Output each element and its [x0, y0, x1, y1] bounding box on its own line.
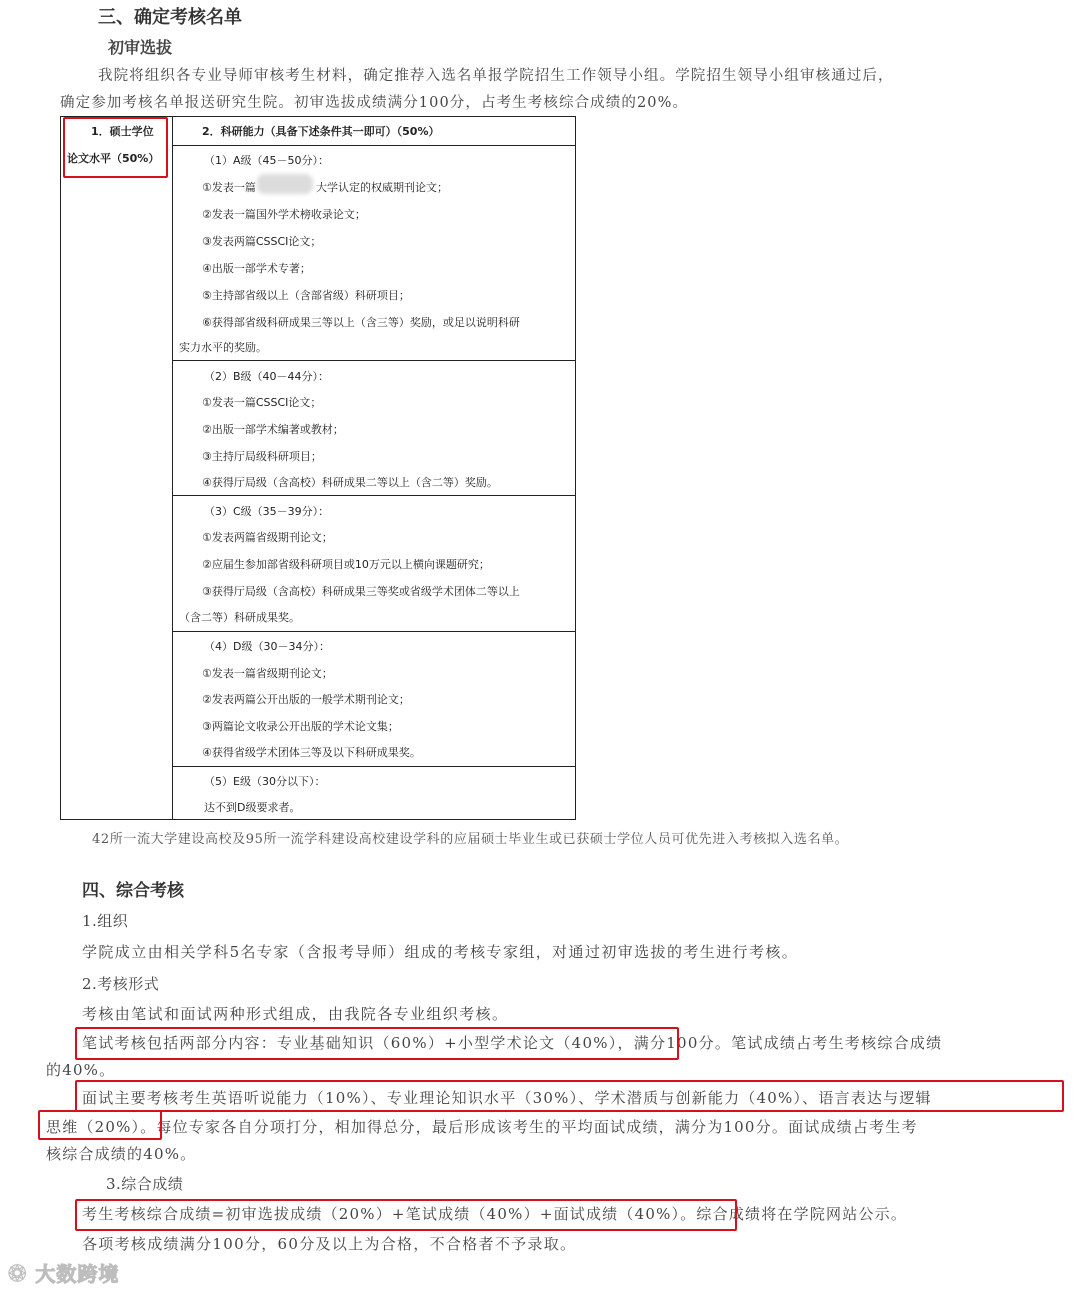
interview-text: 思维（20%）。每位专家各自分项打分，相加得总分，最后形成该考生的平均面试成绩，满分为100分。面试成绩占考生考 [46, 1118, 918, 1136]
level-item: （含二等）科研成果奖。 [179, 611, 300, 624]
level-title: （3）C级（35－39分）： [204, 505, 330, 518]
highlight-box [38, 1110, 162, 1140]
written-exam-text: 笔试考核包括两部分内容：专业基础知识（60%）+小型学术论文（40%），满分100分。笔试成绩占考生考核综合成绩 [82, 1034, 943, 1052]
level-item: ③主持厅局级科研项目； [202, 450, 322, 463]
subsection-title: 2.考核形式 [82, 975, 160, 993]
criteria-table [60, 116, 576, 820]
section-title: 四、综合考核 [82, 881, 184, 901]
subsection-title: 3.综合成绩 [106, 1175, 184, 1193]
level-item: ①发表一篇CSSCI论文； [202, 396, 322, 409]
level-item: ②出版一部学术编著或教材； [202, 423, 344, 436]
level-title: （4）D级（30－34分）： [204, 640, 330, 653]
subsection-title: 初审选拔 [108, 38, 173, 57]
research-criteria-header: 2．科研能力（具备下述条件其一即可）（50%） [202, 125, 440, 138]
watermark-icon: ❂ [8, 1262, 28, 1287]
thesis-criteria-label: 1．硕士学位 [91, 125, 154, 138]
level-item: ③发表两篇CSSCI论文； [202, 235, 322, 248]
highlight-box [63, 117, 168, 178]
highlight-box [75, 1199, 737, 1231]
priority-note: 42所一流大学建设高校及95所一流学科建设高校建设学科的应届硕士毕业生或已获硕士学位人员可优先进入考核拟入选名单。 [92, 832, 849, 847]
level-title: （1）A级（45－50分）： [204, 154, 330, 167]
interview-text: 面试主要考核考生英语听说能力（10%）、专业理论知识水平（30%）、学术潜质与创新能力（40%）、语言表达与逻辑 [82, 1089, 932, 1107]
paragraph-line: 我院将组织各专业导师审核考生材料，确定推荐入选名单报学院招生工作领导小组。学院招生领导小组审核通过后， [98, 68, 894, 84]
level-item: ②发表两篇公开出版的一般学术期刊论文； [202, 693, 410, 706]
highlight-box [75, 1080, 1064, 1112]
level-item: ⑥获得部省级科研成果三等以上（含三等）奖励，或足以说明科研 [202, 316, 520, 329]
level-item: ④获得厅局级（含高校）科研成果二等以上（含二等）奖励。 [202, 476, 498, 489]
highlight-box [75, 1027, 679, 1060]
level-item: ③获得厅局级（含高校）科研成果三等奖或省级学术团体二等以上 [202, 585, 520, 598]
section-title: 三、确定考核名单 [98, 7, 242, 28]
written-exam-text: 的40%。 [46, 1061, 116, 1079]
paragraph: 学院成立由相关学科5名专家（含报考导师）组成的考核专家组，对通过初审选拔的考生进行考核。 [82, 943, 799, 961]
level-item: ①发表一篇省级期刊论文； [202, 667, 333, 680]
paragraph: 考核由笔试和面试两种形式组成，由我院各专业组织考核。 [82, 1005, 509, 1023]
level-item: ④获得省级学术团体三等及以下科研成果奖。 [202, 746, 421, 759]
redacted-blur [257, 174, 313, 194]
level-item: ②发表一篇国外学术榜收录论文； [202, 208, 366, 221]
level-item: ⑤主持部省级以上（含部省级）科研项目； [202, 289, 410, 302]
level-item: ②应届生参加部省级科研项目或10万元以上横向课题研究； [202, 558, 490, 571]
level-item: 大学认定的权威期刊论文； [316, 181, 448, 194]
level-title: （2）B级（40－44分）： [204, 370, 330, 383]
interview-text: 核综合成绩的40%。 [46, 1145, 197, 1163]
thesis-criteria-label: 论文水平（50%） [67, 152, 160, 165]
level-item: ①发表一篇 [202, 181, 256, 194]
level-title: （5）E级（30分以下）： [204, 775, 326, 788]
composite-score-text: 考生考核综合成绩=初审选拔成绩（20%）+笔试成绩（40%）+面试成绩（40%）。综合成绩将在学院网站公示。 [82, 1205, 908, 1223]
level-item: 达不到D级要求者。 [204, 801, 301, 814]
paragraph: 各项考核成绩满分100分，60分及以上为合格，不合格者不予录取。 [82, 1235, 577, 1253]
paragraph-line: 确定参加考核名单报送研究生院。初审选拔成绩满分100分，占考生考核综合成绩的20%。 [60, 95, 689, 111]
level-item: ③两篇论文收录公开出版的学术论文集； [202, 720, 399, 733]
level-item: ①发表两篇省级期刊论文； [202, 531, 333, 544]
watermark-text: 大数跨境 [35, 1262, 120, 1286]
watermark-logo [8, 1258, 119, 1287]
level-item: 实力水平的奖励。 [179, 341, 267, 354]
level-item: ④出版一部学术专著； [202, 262, 311, 275]
subsection-title: 1.组织 [82, 912, 129, 930]
